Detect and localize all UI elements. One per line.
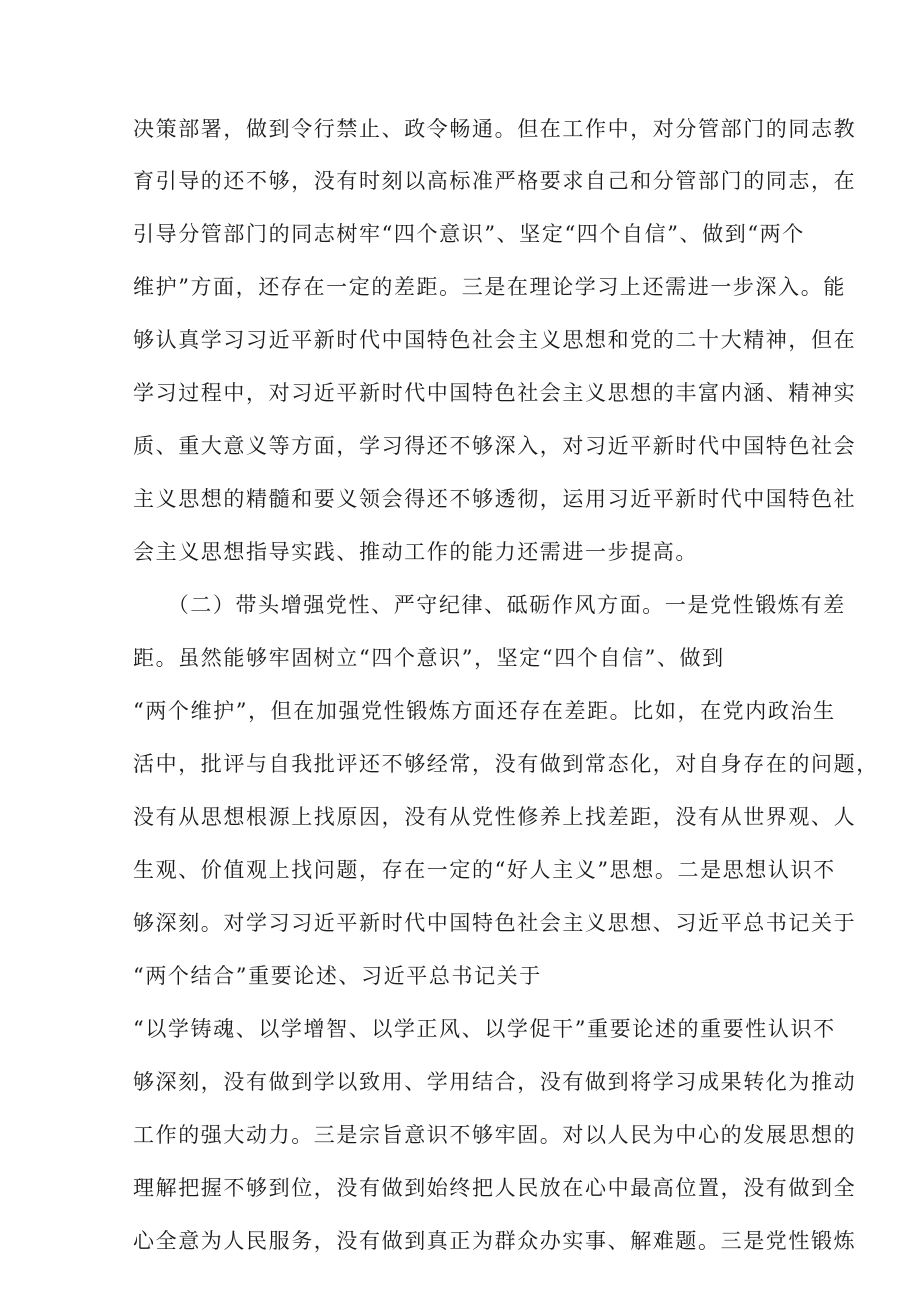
text-line: 生观、价值观上找问题，存在一定的“好人主义”思想。二是思想认识不 — [133, 858, 836, 882]
text-line: 学习过程中，对习近平新时代中国特色社会主义思想的丰富内涵、精神实 — [133, 381, 857, 405]
text-line: 没有从思想根源上找原因，没有从党性修养上找差距，没有从世界观、人 — [133, 805, 857, 829]
text-line: “两个结合”重要论述、习近平总书记关于 — [133, 964, 542, 988]
text-line: 育引导的还不够，没有时刻以高标准严格要求自己和分管部门的同志，在 — [133, 169, 857, 193]
text-line: 引导分管部门的同志树牢“四个意识”、坚定“四个自信”、做到“两个 — [133, 222, 805, 246]
text-line: 心全意为人民服务，没有做到真正为群众办实事、解难题。三是党性锻炼 — [133, 1229, 857, 1253]
text-line: 理解把握不够到位，没有做到始终把人民放在心中最高位置，没有做到全 — [133, 1176, 857, 1200]
text-line: 工作的强大动力。三是宗旨意识不够牢固。对以人民为中心的发展思想的 — [133, 1123, 857, 1147]
text-line: 距。虽然能够牢固树立“四个意识”，坚定“四个自信”、做到 — [133, 646, 725, 670]
text-line: 活中，批评与自我批评还不够经常，没有做到常态化，对自身存在的问题， — [133, 752, 879, 776]
text-line: 主义思想的精髓和要义领会得还不够透彻，运用习近平新时代中国特色社 — [133, 487, 857, 511]
text-line: 质、重大意义等方面，学习得还不够深入，对习近平新时代中国特色社会 — [133, 434, 857, 458]
text-line: 会主义思想指导实践、推动工作的能力还需进一步提高。 — [133, 540, 698, 564]
text-line: 够深刻。对学习习近平新时代中国特色社会主义思想、习近平总书记关于 — [133, 911, 857, 935]
text-line: 维护”方面，还存在一定的差距。三是在理论学习上还需进一步深入。能 — [133, 275, 846, 299]
text-line: “两个维护”，但在加强党性锻炼方面还存在差距。比如，在党内政治生 — [133, 699, 836, 723]
text-line: “以学铸魂、以学增智、以学正风、以学促干”重要论述的重要性认识不 — [133, 1017, 836, 1041]
text-line: 够深刻，没有做到学以致用、学用结合，没有做到将学习成果转化为推动 — [133, 1070, 857, 1094]
text-line: 够认真学习习近平新时代中国特色社会主义思想和党的二十大精神，但在 — [133, 328, 857, 352]
section-heading-line: （二）带头增强党性、严守纪律、砥砺作风方面。一是党性锻炼有差 — [133, 593, 846, 617]
text-line: 决策部署，做到令行禁止、政令畅通。但在工作中，对分管部门的同志教 — [133, 117, 857, 141]
